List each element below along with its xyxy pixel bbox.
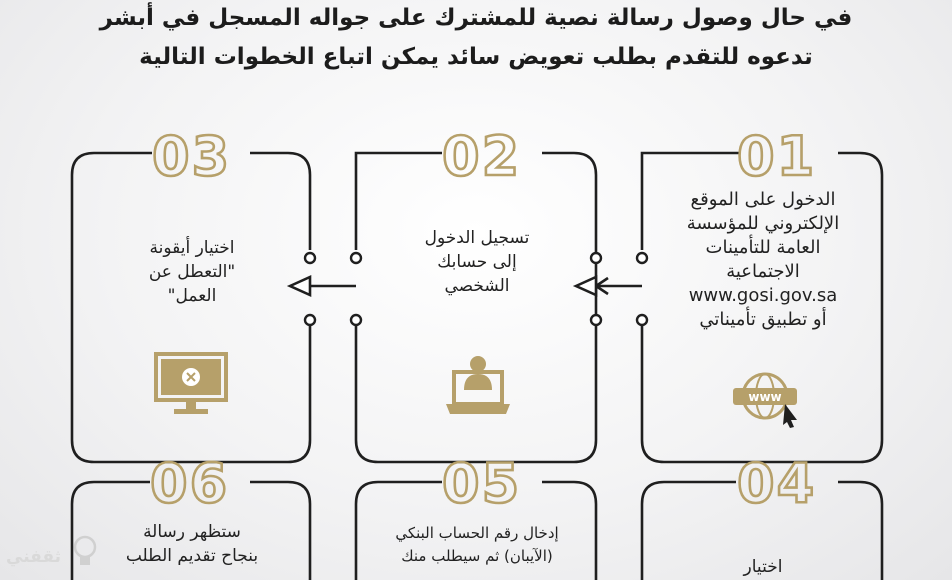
connector-dot: [351, 315, 361, 325]
step-01-line: العامة للتأمينات: [705, 237, 821, 258]
step-02-line: إلى حسابك: [437, 252, 517, 272]
connector-dot: [591, 253, 601, 263]
watermark: [0, 525, 110, 580]
step-number-06: 06: [150, 452, 230, 515]
step-03-line: العمل": [167, 286, 217, 306]
step-number-01: 01: [737, 125, 817, 188]
watermark-text: ثقفني: [6, 547, 61, 567]
monitor-x-icon: [156, 354, 226, 414]
step-number-05: 05: [442, 452, 522, 515]
connector-dot: [637, 253, 647, 263]
laptop-user-icon: [446, 356, 510, 414]
connector-dot: [351, 253, 361, 263]
connector-dot: [305, 253, 315, 263]
step-01-line: الاجتماعية: [726, 261, 800, 282]
step-02-line: تسجيل الدخول: [424, 228, 530, 248]
step-text-06: [82, 520, 302, 568]
connector-dot: [591, 315, 601, 325]
step-05-line: (الآيبان) ثم سيطلب منك: [401, 547, 553, 565]
step-02-line: الشخصي: [444, 276, 510, 296]
step-04-line: اختيار: [743, 557, 783, 577]
heading-line-1: في حال وصول رسالة نصية للمشترك على جواله المسجل في أبشر: [99, 5, 853, 31]
step-text-05: [366, 522, 588, 568]
heading-line-2: تدعوه للتقدم بطلب تعويض سائد يمكن اتباع الخطوات التالية: [139, 44, 813, 70]
step-05-line: إدخال رقم الحساب البنكي: [395, 524, 559, 542]
step-text-03: [82, 236, 302, 308]
step-03-line: "التعطل عن: [148, 262, 236, 282]
step-number-04: 04: [737, 452, 817, 515]
step-01-line: أو تطبيق تأميناتي: [699, 309, 827, 330]
step-number-02: 02: [442, 125, 522, 188]
step-01-url: www.gosi.gov.sa: [688, 285, 838, 306]
step-text-04: [652, 555, 874, 579]
step-01-line: الإلكتروني للمؤسسة: [686, 213, 840, 234]
lightbulb-icon: [70, 533, 100, 573]
step-06-line: ستظهر رسالة: [143, 522, 241, 542]
step-06-line: بنجاح تقديم الطلب: [125, 546, 259, 566]
step-number-03: 03: [152, 125, 232, 188]
www-globe-icon: [733, 374, 797, 428]
step-text-01: [652, 188, 874, 332]
svg-text:www: www: [748, 390, 782, 404]
frame-step-02: [356, 153, 596, 462]
step-text-02: [366, 226, 588, 298]
step-01-line: الدخول على الموقع: [690, 189, 836, 210]
step-03-line: اختيار أيقونة: [149, 238, 235, 258]
connector-dot: [305, 315, 315, 325]
arrow-step-01-to-02: [596, 278, 642, 294]
connector-dot: [637, 315, 647, 325]
